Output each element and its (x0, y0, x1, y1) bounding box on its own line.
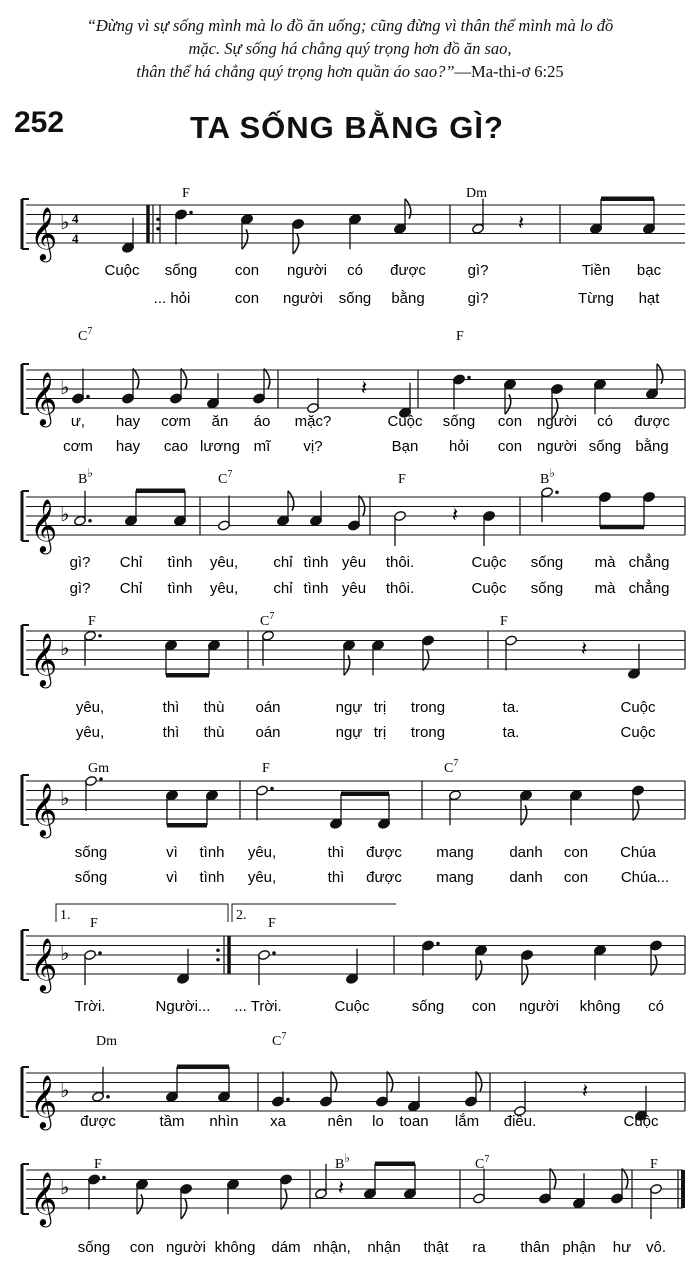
chord-symbol: $C^7$ (218, 469, 233, 487)
lyric-verse1: Cuộc (104, 262, 140, 279)
lyric-verse2: được (366, 869, 402, 886)
lyric-verse2: cơm (63, 438, 93, 455)
lyric-verse1: thật (423, 1239, 449, 1256)
lyric-verse1: Cuộc (334, 998, 370, 1015)
lyric-verse1: có (597, 413, 613, 430)
lyric-verse1: con (471, 998, 497, 1015)
chord-symbol: $C^7$ (272, 1031, 287, 1049)
hymn-number: 252 (14, 106, 65, 139)
lyric-verse1: mà (594, 554, 616, 571)
lyric-verse1: thôi. (385, 554, 415, 571)
lyric-verse1: thân (520, 1239, 550, 1256)
note-flag (657, 364, 663, 384)
lyric-verse2: yêu, (247, 869, 277, 886)
treble-clef-icon: 𝄞 (30, 1074, 58, 1128)
chord-symbol: F (88, 614, 96, 629)
note-flag (242, 229, 248, 249)
lyric-verse1: trong (410, 699, 446, 716)
lyric-verse1: tình (167, 554, 193, 571)
treble-clef-icon: 𝄞 (30, 371, 58, 425)
note-flag (133, 369, 139, 389)
treble-clef-icon: 𝄞 (30, 937, 58, 991)
repeat-dot (216, 958, 220, 962)
lyric-verse2: Bạn (391, 438, 419, 455)
time-signature-top: 4 (72, 211, 79, 226)
lyric-verse2: trị (373, 724, 387, 741)
lyric-verse1: không (579, 998, 621, 1015)
lyric-verse1: con (497, 413, 523, 430)
lyric-verse2: thì (162, 724, 180, 741)
lyric-verse1: con (129, 1239, 155, 1256)
lyric-verse2: sống (588, 438, 622, 455)
dot (102, 1176, 106, 1180)
lyric-verse1: Cuộc (623, 1113, 659, 1130)
lyric-verse1: vì (166, 844, 178, 861)
lyric-verse2: tình (303, 580, 329, 597)
lyric-verse1: gì? (467, 262, 489, 279)
lyric-verse1: Cuộc (620, 699, 656, 716)
lyric-verse1: ra (472, 1239, 486, 1256)
note-flag (137, 1194, 143, 1214)
dot (88, 519, 92, 523)
quarter-rest: 𝄽 (518, 210, 525, 235)
chord-symbol: F (262, 761, 270, 776)
flat-key-signature: ♭ (60, 375, 70, 399)
staff-system-5 (22, 758, 685, 886)
lyric-verse1: Chỉ (119, 554, 143, 571)
staff-system-6 (22, 904, 685, 1015)
quote-line-2: mặc. Sự sống há chẳng quý trọng hơn đồ ăn sao, (188, 39, 512, 58)
lyric-verse1: được (390, 262, 426, 279)
lyric-verse1: danh (509, 844, 543, 861)
lyric-verse2: cao (163, 438, 189, 455)
lyric-verse1: nhìn (209, 1113, 239, 1130)
chord-symbol: Dm (466, 186, 487, 201)
lyric-verse2: oán (255, 724, 281, 741)
lyric-verse2: vị? (303, 438, 323, 455)
chord-symbol: F (456, 329, 464, 344)
lyric-verse1: có (648, 998, 664, 1015)
lyric-verse2: ta. (502, 724, 520, 741)
quote-reference: —Ma-thi-ơ 6:25 (454, 62, 564, 81)
repeat-dot (216, 948, 220, 952)
lyric-verse1: hư (612, 1239, 632, 1256)
lyric-verse2: gì? (69, 580, 91, 597)
flat-key-signature: ♭ (60, 636, 70, 660)
lyric-verse2: thì (327, 869, 345, 886)
lyric-verse2: Cuộc (471, 580, 507, 597)
chord-symbol: $C^7$ (444, 758, 459, 776)
lyric-verse1: Trời. (74, 998, 106, 1015)
lyric-verse1: lo (372, 1113, 384, 1130)
note-flag (405, 199, 411, 219)
flat-key-signature: ♭ (60, 1175, 70, 1199)
note-flag (293, 234, 299, 254)
lyric-verse1: yêu (341, 554, 367, 571)
lyric-verse1: có (347, 262, 363, 279)
lyric-verse2: mĩ (253, 438, 271, 455)
lyric-verse1: trị (373, 699, 387, 716)
dot (98, 951, 102, 955)
lyric-verse2: Chỉ (119, 580, 143, 597)
chord-symbol: F (182, 186, 190, 201)
chord-symbol: Gm (88, 761, 109, 776)
lyric-verse1: oán (255, 699, 281, 716)
lyric-verse1: Cuộc (387, 413, 423, 430)
lyric-verse1: được (366, 844, 402, 861)
lyric-verse2: Từng (578, 290, 614, 307)
treble-clef-icon: 𝄞 (30, 632, 58, 686)
lyric-verse2: danh (509, 869, 543, 886)
lyric-verse2: ngự (335, 724, 363, 741)
flat-key-signature: ♭ (60, 941, 70, 965)
lyric-verse1: Tiền (581, 262, 611, 279)
lyric-verse1: không (214, 1239, 256, 1256)
dot (286, 1098, 290, 1102)
lyric-verse1: gì? (69, 554, 91, 571)
chord-symbol: $C^7$ (78, 326, 93, 344)
quarter-rest: 𝄽 (338, 1175, 345, 1200)
note-flag (476, 1072, 482, 1092)
lyric-verse1: ngự (335, 699, 363, 716)
chord-symbol: Dm (96, 1034, 117, 1049)
dot (436, 942, 440, 946)
lyric-verse2: chẳng (628, 580, 670, 597)
lyric-verse1: Người... (155, 998, 211, 1015)
note-flag (264, 369, 270, 389)
lyric-verse1: người (519, 998, 559, 1015)
lyric-verse1: sống (530, 554, 564, 571)
chord-symbol: F (398, 472, 406, 487)
chord-symbol: B♭ (540, 466, 556, 487)
lyric-verse2: sống (530, 580, 564, 597)
dot (467, 376, 471, 380)
lyric-verse2: con (234, 290, 260, 307)
lyric-verse2: Chúa... (620, 869, 670, 886)
time-signature-bottom: 4 (72, 231, 79, 246)
note-flag (331, 1072, 337, 1092)
lyric-verse1: sống (411, 998, 445, 1015)
lyric-verse1: hay (115, 413, 141, 430)
chord-symbol: F (94, 1157, 102, 1172)
lyric-verse2: Cuộc (620, 724, 656, 741)
note-flag (633, 801, 639, 821)
lyric-verse1: dám (271, 1239, 301, 1256)
lyric-verse2: gì? (467, 290, 489, 307)
note-flag (651, 956, 657, 976)
lyric-verse1: tình (303, 554, 329, 571)
note-flag (423, 651, 429, 671)
repeat-dot (156, 227, 160, 231)
dot (555, 490, 559, 494)
lyric-verse1: sống (164, 262, 198, 279)
chord-symbol: F (500, 614, 508, 629)
staff-system-7 (22, 1031, 685, 1130)
lyric-verse1: ta. (502, 699, 520, 716)
lyric-verse1: người (287, 262, 327, 279)
staff-system-3 (22, 466, 685, 597)
dot (98, 634, 102, 638)
chord-symbol: B♭ (335, 1151, 351, 1172)
lyric-verse1: phận (562, 1239, 596, 1256)
staff-system-8 (22, 1151, 683, 1256)
note-flag (288, 491, 294, 511)
staff-system-2 (22, 326, 685, 455)
note-flag (522, 965, 528, 985)
volta-label: 2. (236, 908, 247, 923)
note-flag (181, 1199, 187, 1219)
lyric-verse2: yêu, (209, 580, 239, 597)
lyric-verse2: trong (410, 724, 446, 741)
chord-symbol: $C^7$ (475, 1154, 490, 1172)
treble-clef-icon: 𝄞 (30, 498, 58, 552)
quarter-rest: 𝄽 (361, 375, 368, 400)
chord-symbol: B♭ (78, 466, 94, 487)
lyric-verse2: con (497, 438, 523, 455)
lyric-verse1: tầm (159, 1113, 185, 1130)
lyric-verse1: thù (203, 699, 225, 716)
treble-clef-icon: 𝄞 (30, 206, 58, 260)
note-flag (505, 394, 511, 414)
note-flag (359, 496, 365, 516)
lyric-verse2: con (563, 869, 589, 886)
lyric-verse1: nên (327, 1113, 353, 1130)
dot (86, 395, 90, 399)
staff-system-1 (22, 186, 685, 307)
lyric-verse1: toan (399, 1113, 429, 1130)
lyric-verse1: tình (199, 844, 225, 861)
lyric-verse1: được (80, 1113, 116, 1130)
quarter-rest: 𝄽 (582, 1078, 589, 1103)
volta-bracket (232, 904, 396, 922)
lyric-verse1: nhận (367, 1239, 401, 1256)
lyric-verse1: thì (162, 699, 180, 716)
flat-key-signature: ♭ (60, 502, 70, 526)
treble-clef-icon: 𝄞 (30, 782, 58, 836)
note-flag (181, 369, 187, 389)
lyric-verse1: yêu, (247, 844, 277, 861)
lyric-verse1: người (166, 1239, 206, 1256)
lyric-verse1: lắm (454, 1113, 480, 1130)
chord-symbol: F (650, 1157, 658, 1172)
lyric-verse1: được (634, 413, 670, 430)
lyric-verse2: hay (115, 438, 141, 455)
note-flag (622, 1169, 628, 1189)
lyric-verse1: yêu, (209, 554, 239, 571)
lyric-verse1: ăn (211, 413, 229, 430)
lyric-verse1: ... Trời. (234, 998, 282, 1015)
lyric-verse2: vì (166, 869, 178, 886)
lyric-verse1: sống (74, 844, 108, 861)
lyric-verse1: điều. (503, 1113, 537, 1130)
note-flag (550, 1169, 556, 1189)
staff-system-4 (22, 611, 685, 741)
lyric-verse1: người (537, 413, 577, 430)
lyric-verse2: lương (200, 438, 240, 455)
lyric-verse2: yêu, (75, 724, 105, 741)
dot (106, 1095, 110, 1099)
dot (189, 211, 193, 215)
lyric-verse2: sống (74, 869, 108, 886)
lyric-verse2: hạt (638, 290, 660, 307)
lyric-verse1: xa (270, 1113, 286, 1130)
quarter-rest: 𝄽 (581, 636, 588, 661)
lyric-verse1: sống (442, 413, 476, 430)
dot (270, 787, 274, 791)
lyric-verse1: thì (327, 844, 345, 861)
treble-clef-icon: 𝄞 (30, 1171, 58, 1225)
lyric-verse1: con (234, 262, 260, 279)
note-flag (387, 1072, 393, 1092)
lyric-verse1: cơm (161, 413, 191, 430)
lyric-verse1: mang (436, 844, 474, 861)
lyric-verse1: Cuộc (471, 554, 507, 571)
lyric-verse2: yêu (341, 580, 367, 597)
chord-symbol: F (268, 916, 276, 931)
lyric-verse1: sống (77, 1239, 111, 1256)
lyric-verse1: bạc (636, 262, 662, 279)
lyric-verse2: thù (203, 724, 225, 741)
lyric-verse1: nhận, (313, 1239, 351, 1256)
quote-line-3-text: thân thể há chẳng quý trọng hơn quần áo sao?” (136, 62, 455, 81)
quarter-rest: 𝄽 (452, 502, 459, 527)
flat-key-signature: ♭ (60, 786, 70, 810)
chord-symbol: F (90, 916, 98, 931)
quote-line-1: “Đừng vì sự sống mình mà lo đồ ăn uống; cũng đừng vì thân thể mình mà lo đồ (86, 16, 614, 35)
lyric-verse1: chẳng (628, 554, 670, 571)
dot (99, 777, 103, 781)
repeat-dot (156, 217, 160, 221)
lyric-verse1: con (563, 844, 589, 861)
lyric-verse2: ... hỏi (153, 290, 191, 307)
flat-key-signature: ♭ (60, 1078, 70, 1102)
lyric-verse2: bằng (391, 290, 425, 307)
lyric-verse1: mặc? (294, 413, 332, 430)
dot (272, 951, 276, 955)
hymn-title: TA SỐNG BẰNG GÌ? (190, 110, 504, 145)
note-flag (476, 960, 482, 980)
flat-key-signature: ♭ (60, 210, 70, 234)
note-flag (521, 805, 527, 825)
note-flag (344, 655, 350, 675)
lyric-verse2: mang (436, 869, 474, 886)
note-flag (281, 1190, 287, 1210)
lyric-verse2: bằng (635, 438, 669, 455)
lyric-verse2: thôi. (385, 580, 415, 597)
lyric-verse1: áo (253, 413, 271, 430)
lyric-verse2: chỉ (273, 580, 293, 597)
volta-bracket (56, 904, 228, 922)
lyric-verse2: tình (167, 580, 193, 597)
lyric-verse2: mà (594, 580, 616, 597)
lyric-verse2: tình (199, 869, 225, 886)
lyric-verse1: Chúa (620, 844, 656, 861)
lyric-verse1: yêu, (75, 699, 105, 716)
lyric-verse1: vô. (645, 1239, 667, 1256)
lyric-verse1: chỉ (273, 554, 293, 571)
lyric-verse2: hỏi (448, 438, 470, 455)
lyric-verse1: ư, (70, 413, 86, 430)
volta-label: 1. (60, 908, 71, 923)
chord-symbol: $C^7$ (260, 611, 275, 629)
lyric-verse2: người (283, 290, 323, 307)
lyric-verse2: sống (338, 290, 372, 307)
lyric-verse2: người (537, 438, 577, 455)
